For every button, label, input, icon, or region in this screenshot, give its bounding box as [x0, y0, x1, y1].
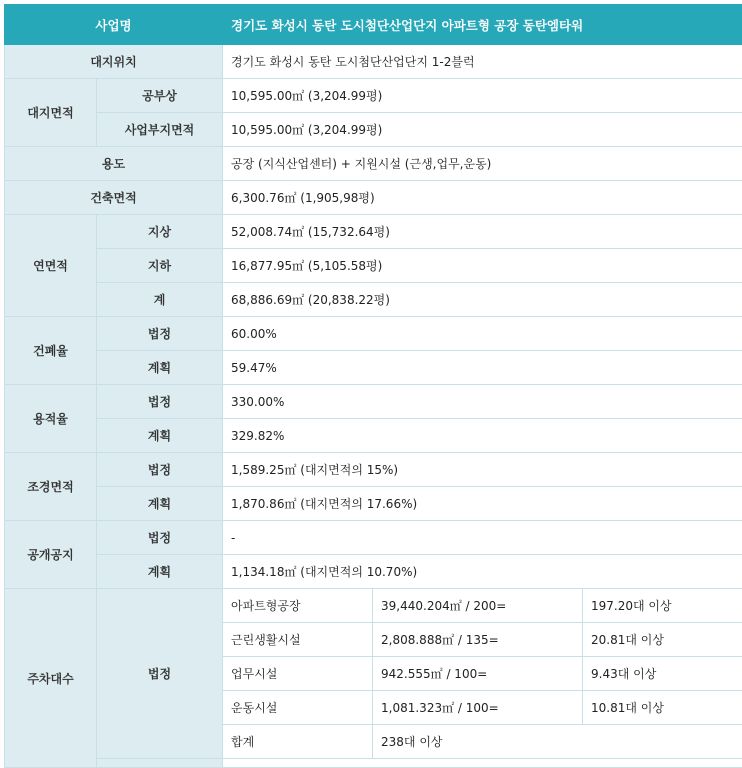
table-header-row — [5, 5, 742, 45]
parking-calc: 2,808.888㎡ / 135= — [373, 623, 583, 657]
building-area-label: 건축면적 — [5, 181, 223, 215]
table-row — [5, 385, 742, 419]
table-row — [5, 555, 742, 589]
row-value: - — [223, 521, 742, 555]
row-sub-label: 공부상 — [97, 79, 223, 113]
row-value: 52,008.74㎡ (15,732.64평) — [223, 215, 742, 249]
row-sub-label: 계획 — [97, 487, 223, 521]
table-row — [5, 317, 742, 351]
table-row — [5, 453, 742, 487]
row-value: 68,886.69㎡ (20,838.22평) — [223, 283, 742, 317]
row-sub-label: 계획 — [97, 555, 223, 589]
parking-type: 근린생활시설 — [223, 623, 373, 657]
building-area-value: 6,300.76㎡ (1,905,98평) — [223, 181, 742, 215]
parking-calc: 942.555㎡ / 100= — [373, 657, 583, 691]
row-value: 1,589.25㎡ (대지면적의 15%) — [223, 453, 742, 487]
header-label: 사업명 — [5, 5, 223, 45]
floor-area-label: 연면적 — [5, 215, 97, 317]
row-value: 59.47% — [223, 351, 742, 385]
row-sub-label: 계 — [97, 283, 223, 317]
row-sub-label: 법정 — [97, 385, 223, 419]
usage-value: 공장 (지식산업센터) + 지원시설 (근생,업무,운동) — [223, 147, 742, 181]
parking-type: 아파트형공장 — [223, 589, 373, 623]
parking-type: 업무시설 — [223, 657, 373, 691]
table-row — [5, 79, 742, 113]
row-sub-label: 사업부지면적 — [97, 113, 223, 147]
public-space-label: 공개공지 — [5, 521, 97, 589]
parking-type: 운동시설 — [223, 691, 373, 725]
parking-sub-label: 법정 — [97, 589, 223, 759]
row-value-empty — [223, 759, 742, 768]
parking-count: 197.20대 이상 — [583, 589, 742, 623]
parking-count: 10.81대 이상 — [583, 691, 742, 725]
landscape-area-label: 조경면적 — [5, 453, 97, 521]
row-sub-label: 법정 — [97, 453, 223, 487]
site-location-value: 경기도 화성시 동탄 도시첨단산업단지 1-2블럭 — [223, 45, 742, 79]
site-location-label: 대지위치 — [5, 45, 223, 79]
table-row — [5, 147, 742, 181]
row-value: 10,595.00㎡ (3,204.99평) — [223, 79, 742, 113]
row-sub-label: 계획 — [97, 419, 223, 453]
table-row — [5, 249, 742, 283]
row-value: 1,870.86㎡ (대지면적의 17.66%) — [223, 487, 742, 521]
table-row — [5, 181, 742, 215]
row-sub-label: 지하 — [97, 249, 223, 283]
table-row — [5, 45, 742, 79]
table-row — [5, 113, 742, 147]
floor-area-ratio-label: 용적율 — [5, 385, 97, 453]
table-row — [5, 351, 742, 385]
parking-calc: 1,081.323㎡ / 100= — [373, 691, 583, 725]
site-area-label: 대지면적 — [5, 79, 97, 147]
row-sub-label: 법정 — [97, 317, 223, 351]
table-row — [5, 589, 742, 623]
parking-total-value: 238대 이상 — [373, 725, 742, 759]
row-value: 330.00% — [223, 385, 742, 419]
row-value: 60.00% — [223, 317, 742, 351]
project-overview-table — [4, 4, 742, 768]
parking-count: 9.43대 이상 — [583, 657, 742, 691]
row-sub-label-empty — [97, 759, 223, 768]
table-row — [5, 487, 742, 521]
row-value: 16,877.95㎡ (5,105.58평) — [223, 249, 742, 283]
row-value: 1,134.18㎡ (대지면적의 10.70%) — [223, 555, 742, 589]
project-name: 경기도 화성시 동탄 도시첨단산업단지 아파트형 공장 동탄엠타워 — [223, 5, 742, 45]
row-sub-label: 계획 — [97, 351, 223, 385]
coverage-ratio-label: 건폐율 — [5, 317, 97, 385]
parking-label: 주차대수 — [5, 589, 97, 768]
parking-calc: 39,440.204㎡ / 200= — [373, 589, 583, 623]
parking-count: 20.81대 이상 — [583, 623, 742, 657]
row-sub-label: 법정 — [97, 521, 223, 555]
row-value: 10,595.00㎡ (3,204.99평) — [223, 113, 742, 147]
usage-label: 용도 — [5, 147, 223, 181]
table-row — [5, 283, 742, 317]
table-row-partial — [5, 759, 742, 768]
row-value: 329.82% — [223, 419, 742, 453]
table-row — [5, 419, 742, 453]
row-sub-label: 지상 — [97, 215, 223, 249]
table-row — [5, 521, 742, 555]
parking-total-label: 합계 — [223, 725, 373, 759]
table-row — [5, 215, 742, 249]
